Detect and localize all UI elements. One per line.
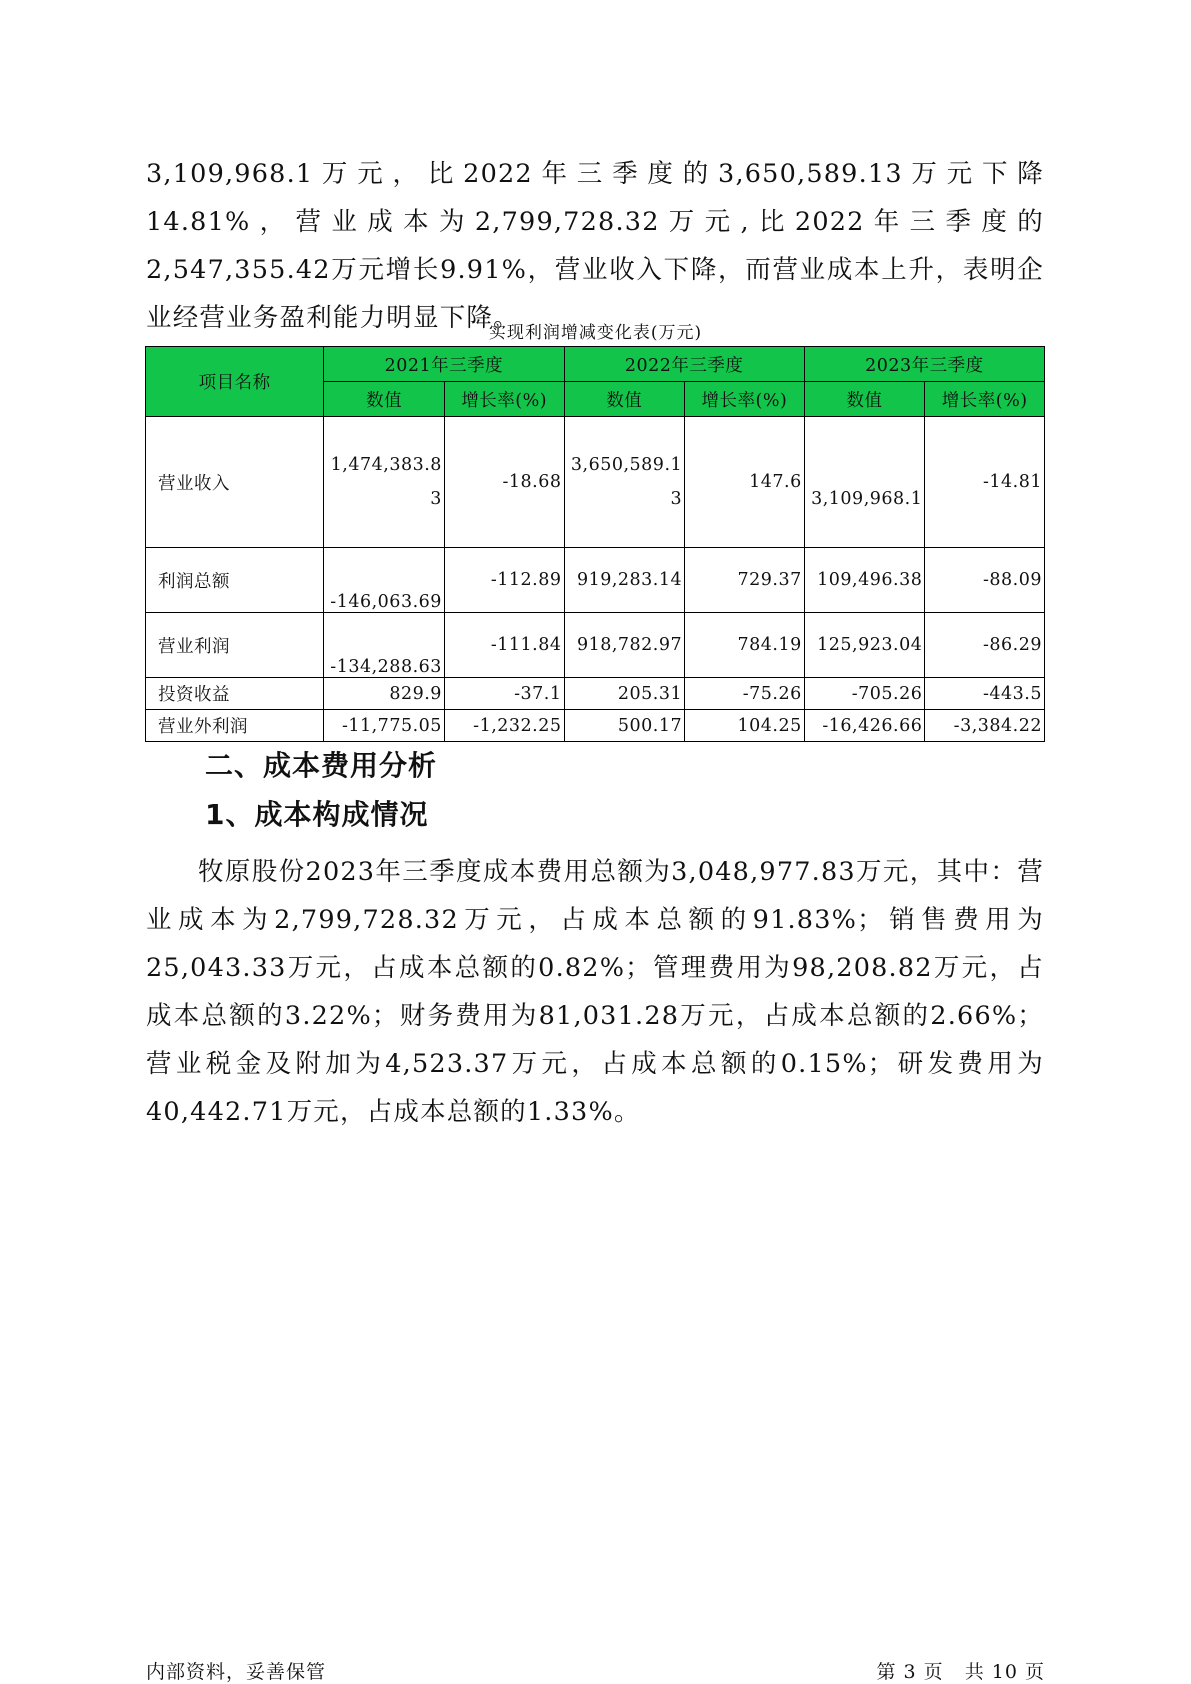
cell-value: -705.26 — [804, 678, 925, 710]
intro-paragraph: 3,109,968.1万元，比2022年三季度的3,650,589.13万元下降14.81%，营业成本为2,799,728.32万元,比2022年三季度的2,547,355.42万元增长9.91%，营业收入下降，而营业成本上升，表明企业经营业务盈利能力明显下降。 — [146, 159, 1044, 333]
cell-value: 919,283.14 — [564, 548, 685, 613]
cell-growth: -1,232.25 — [444, 710, 564, 742]
cell-growth: -112.89 — [444, 548, 564, 613]
cell-value: 1,474,383.83 — [324, 417, 445, 548]
cell-value: 205.31 — [564, 678, 685, 710]
table-caption: 实现利润增减变化表(万元) — [488, 323, 703, 343]
row-name: 营业外利润 — [146, 710, 324, 742]
section-heading: 二、成本费用分析 — [205, 749, 438, 782]
cell-value: 3,109,968.1 — [804, 417, 925, 548]
table-row — [146, 678, 1045, 710]
cell-growth: 784.19 — [685, 613, 805, 678]
header-value: 数值 — [804, 382, 925, 417]
cell-value: -11,775.05 — [324, 710, 445, 742]
cell-growth: 729.37 — [685, 548, 805, 613]
header-growth: 增长率(%) — [925, 382, 1045, 417]
cost-analysis-paragraph: 牧原股份2023年三季度成本费用总额为3,048,977.83万元，其中：营业成本为2,799,728.32万元，占成本总额的91.83%；销售费用为25,043.33万元，占成本总额的0.82%；管理费用为98,208.82万元，占成本总额的3.22%；财务费用为81,031.28万元，占成本总额的2.66%；营业税金及附加为4,523.37万元，占成本总额的0.15%；研发费用为40,442.71万元，占成本总额的1.33%。 — [146, 857, 1044, 1127]
cell-growth: -88.09 — [925, 548, 1045, 613]
header-value: 数值 — [324, 382, 445, 417]
row-name: 投资收益 — [146, 678, 324, 710]
cell-growth: 147.6 — [685, 417, 805, 548]
cell-value: 109,496.38 — [804, 548, 925, 613]
table-row — [146, 417, 1045, 548]
header-item-name: 项目名称 — [146, 347, 324, 417]
header-period-2023: 2023年三季度 — [804, 347, 1044, 382]
cell-growth: 104.25 — [685, 710, 805, 742]
cell-growth: -37.1 — [444, 678, 564, 710]
cell-value: -146,063.69 — [324, 548, 445, 613]
header-period-2021: 2021年三季度 — [324, 347, 564, 382]
cell-value: 500.17 — [564, 710, 685, 742]
header-period-2022: 2022年三季度 — [564, 347, 804, 382]
subsection-heading: 1、成本构成情况 — [205, 798, 429, 831]
cell-growth: -111.84 — [444, 613, 564, 678]
table-row — [146, 613, 1045, 678]
row-name: 营业收入 — [146, 417, 324, 548]
row-name: 利润总额 — [146, 548, 324, 613]
table-row — [146, 548, 1045, 613]
cell-value: 3,650,589.13 — [564, 417, 685, 548]
cell-growth: -18.68 — [444, 417, 564, 548]
header-growth: 增长率(%) — [685, 382, 805, 417]
cell-value: 829.9 — [324, 678, 445, 710]
table-row — [146, 710, 1045, 742]
header-value: 数值 — [564, 382, 685, 417]
cell-growth: -14.81 — [925, 417, 1045, 548]
profit-change-table — [145, 346, 1045, 742]
cell-growth: -86.29 — [925, 613, 1045, 678]
footer-confidential-note: 内部资料，妥善保管 — [146, 1661, 327, 1683]
header-growth: 增长率(%) — [444, 382, 564, 417]
cell-growth: -443.5 — [925, 678, 1045, 710]
cell-growth: -75.26 — [685, 678, 805, 710]
cell-value: -16,426.66 — [804, 710, 925, 742]
cell-value: 918,782.97 — [564, 613, 685, 678]
cell-growth: -3,384.22 — [925, 710, 1045, 742]
row-name: 营业利润 — [146, 613, 324, 678]
footer-page-number: 第 3 页 共 10 页 — [876, 1661, 1045, 1683]
cell-value: -134,288.63 — [324, 613, 445, 678]
cell-value: 125,923.04 — [804, 613, 925, 678]
